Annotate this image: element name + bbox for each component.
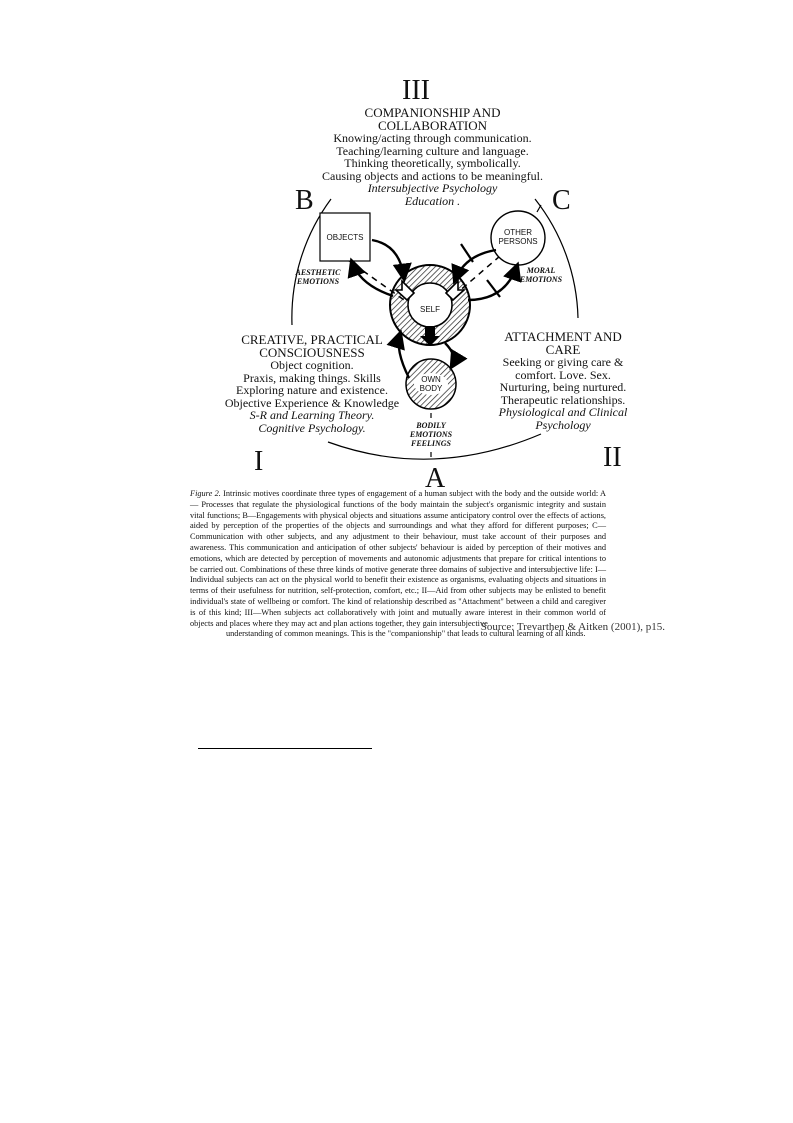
moral-emotions-label <box>513 266 569 284</box>
footnote-divider <box>198 748 372 749</box>
bodily-line2: EMOTIONS <box>409 430 453 439</box>
own-body-line2: BODY <box>419 384 443 393</box>
left-line-4: Objective Experience & Knowledge <box>224 395 400 410</box>
caption-figure-label: Figure 2. <box>190 489 221 498</box>
top-italic-1: Intersubjective Psychology <box>367 181 498 195</box>
source-credit: Source: Trevarthen & Aitken (2001), p15. <box>480 621 665 633</box>
label-II: II <box>603 442 622 473</box>
right-line-4: Therapeutic relationships. <box>500 392 626 407</box>
left-line-3: Exploring nature and existence. <box>236 383 388 397</box>
left-line-1: Object cognition. <box>270 358 354 372</box>
moral-line2: EMOTIONS <box>519 275 563 284</box>
moral-line1: MORAL <box>526 266 556 275</box>
aesthetic-emotions-label <box>290 268 346 286</box>
left-italic-2: Cognitive Psychology. <box>258 420 366 435</box>
right-title-line1: ATTACHMENT AND <box>504 329 622 344</box>
right-block <box>488 330 638 431</box>
label-I: I <box>254 446 264 477</box>
right-line-3: Nurturing, being nurtured. <box>499 380 627 394</box>
top-title-line1: COMPANIONSHIP AND <box>364 105 501 120</box>
right-italic-1: Physiological and Clinical <box>498 405 628 419</box>
other-persons-line2: PERSONS <box>498 237 538 246</box>
right-line-1: Seeking or giving care & <box>502 355 624 369</box>
bodily-line1: BODILY <box>416 421 446 430</box>
left-italic-1: S-R and Learning Theory. <box>249 408 375 422</box>
top-line-1: Knowing/acting through communication. <box>333 131 532 145</box>
aesthetic-line2: EMOTIONS <box>296 277 340 286</box>
label-C: C <box>552 185 571 216</box>
top-italic-2: Education . <box>404 193 461 208</box>
bodily-emotions-label <box>400 421 462 448</box>
left-line-2: Praxis, making things. Skills <box>243 370 381 385</box>
top-block <box>290 106 575 207</box>
caption-last-line: understanding of common meanings. This is the "companionship" that leads to cultural learning of all kinds. <box>226 629 586 639</box>
other-persons-label <box>491 228 545 246</box>
aesthetic-line1: AESTHETIC <box>295 268 341 277</box>
cross-mark-1 <box>461 244 473 262</box>
top-line-4: Causing objects and actions to be meaningful. <box>322 168 543 183</box>
figure-caption <box>190 489 606 640</box>
other-persons-line1: OTHER <box>504 228 532 237</box>
own-body-label <box>411 375 451 393</box>
left-title-line2: CONSCIOUSNESS <box>259 345 365 360</box>
arrow-self-to-persons <box>468 266 517 300</box>
right-italic-2: Psychology <box>535 417 591 432</box>
arrow-self-to-body <box>445 343 454 366</box>
right-title-line2: CARE <box>545 342 581 357</box>
label-B: B <box>295 185 314 216</box>
self-label: SELF <box>419 305 440 314</box>
own-body-line1: OWN <box>421 375 441 384</box>
label-III: III <box>402 75 430 106</box>
top-title-line2: COLLABORATION <box>377 118 488 133</box>
top-line-3: Thinking theoretically, symbolically. <box>344 156 521 170</box>
right-line-2: comfort. Love. Sex. <box>515 367 611 382</box>
top-line-2: Teaching/learning culture and language. <box>336 143 529 158</box>
bodily-line3: FEELINGS <box>410 439 451 448</box>
left-block <box>222 333 402 434</box>
objects-label: OBJECTS <box>326 233 364 242</box>
caption-text: Intrinsic motives coordinate three types of engagement of a human subject with the body and the outside world: A— Processes that regulate the physiological functions of the body maintain the subject's organismic integrity and sustain vital functions; B—Engagements with physical objects and situations assume anticipatory control over the effects of actions, aided by perception of the properties of the objects and surroundings and what they afford for different purposes; C—Communication with other subjects, and any adjustment to their behaviour, must take account of their purposes and awareness. This communication and anticipation of other subjects' behaviour is aided by perception of their motives and emotions, which are detected by perception of movements and autonomic adjustments that prepare for critical intentions to be carried out. Combinations of these three kinds of motive generate three domains of subjective and intersubjective life: I—Individual subjects can act on the physical world to benefit their existence as organisms, evaluating objects and situations in terms of their usefulness for nutrition, self-protection, comfort, etc.; II—Aid from other subjects may be enlisted to benefit individual's state of wellbeing or comfort. The kind of relationship described as "Attachment" between a child and caregiver is of this kind; III—When subjects act collaboratively with joint and mutually aware interest in their common world of objects and places where they may act and plan actions together, they gain intersubjective <box>190 489 607 628</box>
label-A: A <box>425 463 446 494</box>
left-title-line1: CREATIVE, PRACTICAL <box>241 332 383 347</box>
arrow-objects-to-self <box>372 240 404 278</box>
